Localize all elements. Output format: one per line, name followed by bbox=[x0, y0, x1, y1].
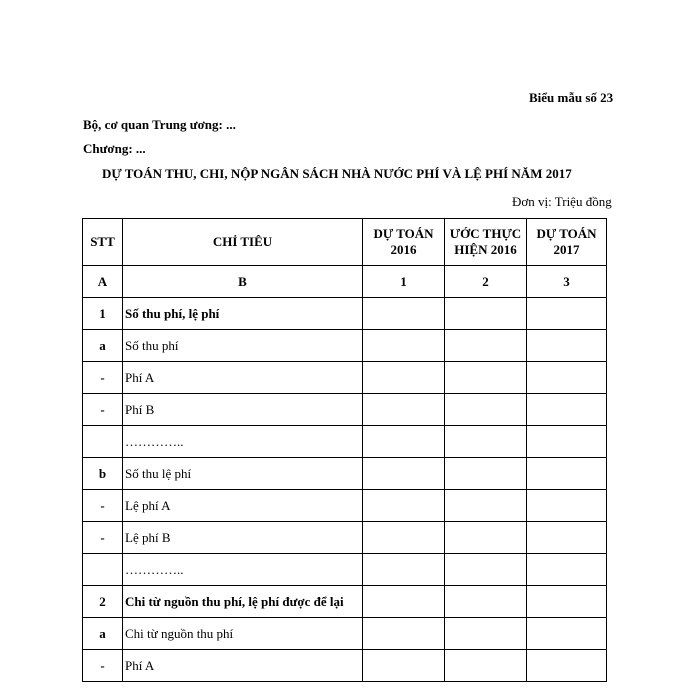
table-row bbox=[83, 298, 607, 330]
form-number: Biểu mẫu số 23 bbox=[529, 90, 614, 105]
estimate-2017-cell[interactable] bbox=[527, 362, 607, 394]
indicator-cell: Chi từ nguồn thu phí, lệ phí được để lại bbox=[123, 586, 363, 618]
actual-2016-cell[interactable] bbox=[445, 522, 527, 554]
document-title: DỰ TOÁN THU, CHI, NỘP NGÂN SÁCH NHÀ NƯỚC PHÍ VÀ LỆ PHÍ NĂM 2017 bbox=[102, 166, 572, 181]
actual-2016-cell[interactable] bbox=[445, 586, 527, 618]
actual-2016-cell[interactable] bbox=[445, 650, 527, 682]
indicator-cell: Phí B bbox=[123, 394, 363, 426]
code-cell: 2 bbox=[445, 266, 527, 298]
stt-cell: b bbox=[83, 458, 123, 490]
estimate-2017-cell[interactable] bbox=[527, 490, 607, 522]
table-header-row bbox=[83, 219, 607, 266]
table-row bbox=[83, 618, 607, 650]
stt-cell: - bbox=[83, 490, 123, 522]
indicator-cell: Lệ phí A bbox=[123, 490, 363, 522]
table-row bbox=[83, 650, 607, 682]
indicator-cell: Số thu phí bbox=[123, 330, 363, 362]
estimate-2016-cell[interactable] bbox=[363, 586, 445, 618]
chapter-line: Chương: ... bbox=[83, 141, 146, 156]
stt-cell bbox=[83, 426, 123, 458]
indicator-cell: Số thu lệ phí bbox=[123, 458, 363, 490]
actual-2016-cell[interactable] bbox=[445, 554, 527, 586]
indicator-cell: Số thu phí, lệ phí bbox=[123, 298, 363, 330]
column-header-indicator: CHỈ TIÊU bbox=[123, 219, 363, 266]
indicator-cell: Lệ phí B bbox=[123, 522, 363, 554]
estimate-2016-cell[interactable] bbox=[363, 362, 445, 394]
stt-cell bbox=[83, 554, 123, 586]
estimate-2016-cell[interactable] bbox=[363, 330, 445, 362]
actual-2016-cell[interactable] bbox=[445, 298, 527, 330]
column-header-estimate-2016: DỰ TOÁN 2016 bbox=[363, 219, 445, 266]
budget-table bbox=[82, 218, 607, 682]
actual-2016-cell[interactable] bbox=[445, 426, 527, 458]
table-row bbox=[83, 362, 607, 394]
estimate-2016-cell[interactable] bbox=[363, 490, 445, 522]
column-code-row bbox=[83, 266, 607, 298]
code-cell: 1 bbox=[363, 266, 445, 298]
actual-2016-cell[interactable] bbox=[445, 458, 527, 490]
column-header-actual-2016: ƯỚC THỰC HIỆN 2016 bbox=[445, 219, 527, 266]
estimate-2016-cell[interactable] bbox=[363, 426, 445, 458]
table-row bbox=[83, 394, 607, 426]
indicator-cell: Phí A bbox=[123, 362, 363, 394]
stt-cell: - bbox=[83, 650, 123, 682]
estimate-2017-cell[interactable] bbox=[527, 394, 607, 426]
estimate-2017-cell[interactable] bbox=[527, 554, 607, 586]
actual-2016-cell[interactable] bbox=[445, 490, 527, 522]
actual-2016-cell[interactable] bbox=[445, 330, 527, 362]
estimate-2017-cell[interactable] bbox=[527, 586, 607, 618]
estimate-2016-cell[interactable] bbox=[363, 458, 445, 490]
stt-cell: - bbox=[83, 394, 123, 426]
actual-2016-cell[interactable] bbox=[445, 618, 527, 650]
stt-cell: a bbox=[83, 330, 123, 362]
stt-cell: 1 bbox=[83, 298, 123, 330]
organization-line: Bộ, cơ quan Trung ương: ... bbox=[83, 117, 236, 132]
stt-cell: - bbox=[83, 362, 123, 394]
stt-cell: - bbox=[83, 522, 123, 554]
estimate-2017-cell[interactable] bbox=[527, 426, 607, 458]
estimate-2016-cell[interactable] bbox=[363, 298, 445, 330]
table-row bbox=[83, 522, 607, 554]
actual-2016-cell[interactable] bbox=[445, 394, 527, 426]
indicator-cell: Chi từ nguồn thu phí bbox=[123, 618, 363, 650]
estimate-2017-cell[interactable] bbox=[527, 618, 607, 650]
column-header-estimate-2017: DỰ TOÁN 2017 bbox=[527, 219, 607, 266]
code-cell: A bbox=[83, 266, 123, 298]
table-row bbox=[83, 330, 607, 362]
column-header-stt: STT bbox=[83, 219, 123, 266]
estimate-2016-cell[interactable] bbox=[363, 394, 445, 426]
table-row bbox=[83, 554, 607, 586]
unit-label: Đơn vị: Triệu đồng bbox=[512, 194, 612, 209]
estimate-2017-cell[interactable] bbox=[527, 650, 607, 682]
estimate-2016-cell[interactable] bbox=[363, 554, 445, 586]
estimate-2016-cell[interactable] bbox=[363, 650, 445, 682]
stt-cell: 2 bbox=[83, 586, 123, 618]
estimate-2017-cell[interactable] bbox=[527, 522, 607, 554]
stt-cell: a bbox=[83, 618, 123, 650]
table-row bbox=[83, 426, 607, 458]
table-row bbox=[83, 458, 607, 490]
indicator-cell: ………….. bbox=[123, 554, 363, 586]
estimate-2016-cell[interactable] bbox=[363, 618, 445, 650]
code-cell: B bbox=[123, 266, 363, 298]
table-row bbox=[83, 586, 607, 618]
actual-2016-cell[interactable] bbox=[445, 362, 527, 394]
estimate-2017-cell[interactable] bbox=[527, 458, 607, 490]
estimate-2017-cell[interactable] bbox=[527, 330, 607, 362]
indicator-cell: Phí A bbox=[123, 650, 363, 682]
estimate-2016-cell[interactable] bbox=[363, 522, 445, 554]
table-row bbox=[83, 490, 607, 522]
code-cell: 3 bbox=[527, 266, 607, 298]
estimate-2017-cell[interactable] bbox=[527, 298, 607, 330]
indicator-cell: ………….. bbox=[123, 426, 363, 458]
